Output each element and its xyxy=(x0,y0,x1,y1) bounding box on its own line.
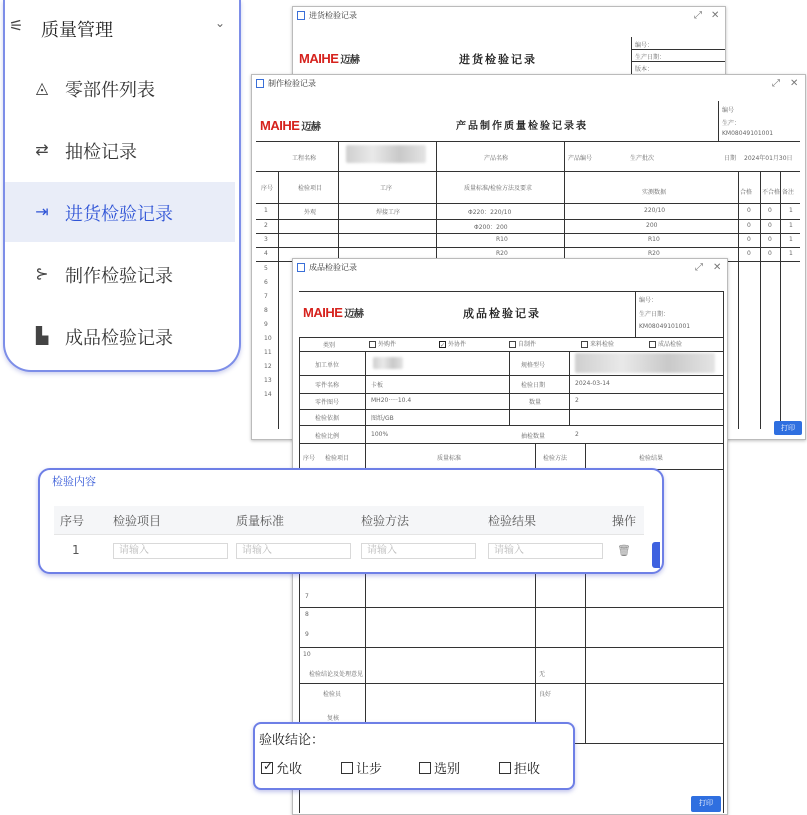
col-no: 序号 xyxy=(261,185,274,192)
table-row xyxy=(54,535,644,566)
row-b: 0 xyxy=(768,250,772,257)
row-standard: R20 xyxy=(496,250,508,257)
print-button[interactable]: 打印 xyxy=(774,421,802,435)
document-title: 进货检验记录 xyxy=(459,53,537,66)
row-standard: R10 xyxy=(496,236,508,243)
row-no: 5 xyxy=(264,265,268,272)
type-option[interactable]: 成品检验 xyxy=(649,339,682,348)
row-a: 0 xyxy=(747,207,751,214)
field-value: 2 xyxy=(575,431,579,438)
col-item: 检验项目 xyxy=(107,506,230,535)
review-label: 复核 xyxy=(327,715,340,722)
meta-number: 编号 xyxy=(722,107,735,114)
acceptance-conclusion-box xyxy=(253,722,575,790)
field-value: 2 xyxy=(575,397,579,404)
row-measured: 220/10 xyxy=(644,207,666,214)
document-icon xyxy=(256,79,264,88)
col-measured: 实测数据 xyxy=(642,189,667,196)
method-input[interactable]: 请输入 xyxy=(361,543,476,559)
checked-box-icon: ✓ xyxy=(263,759,274,773)
menu-group-icon: ⚟ xyxy=(9,16,24,35)
incoming-window-titlebar xyxy=(293,7,725,25)
table-head: 检验项目 xyxy=(325,455,350,462)
option-reject[interactable]: 拒收 xyxy=(499,758,540,777)
document-icon xyxy=(297,11,305,20)
checkbox-icon xyxy=(341,762,353,774)
option-sorting[interactable]: 选别 xyxy=(419,758,460,777)
field-label: 零件图号 xyxy=(315,399,340,406)
sidebar-item-label: 零部件列表 xyxy=(65,80,155,101)
sidebar-item-label: 进货检验记录 xyxy=(65,204,173,225)
row-b: 0 xyxy=(768,236,772,243)
row-no: 10 xyxy=(264,335,272,342)
head-date-value: 2024年01月30日 xyxy=(744,155,793,162)
table-head: 质量标准 xyxy=(437,455,462,462)
row-no: 11 xyxy=(264,349,272,356)
parts-icon: ◬ xyxy=(35,78,49,97)
col-item: 检验项目 xyxy=(298,185,323,192)
document-title: 成品检验记录 xyxy=(463,307,541,320)
row-b: 0 xyxy=(768,222,772,229)
panel-title: 检验内容 xyxy=(52,475,96,488)
row-process: 焊接工序 xyxy=(376,209,401,216)
inspection-content-panel xyxy=(38,468,664,574)
type-option[interactable]: ✓ 外协件 xyxy=(440,341,467,349)
document-icon xyxy=(297,263,305,272)
row-a: 0 xyxy=(747,236,751,243)
meta-date: 生产日期： xyxy=(639,311,670,318)
field-value: 2024-03-14 xyxy=(575,380,610,387)
redacted-project-value xyxy=(346,145,426,163)
sidebar-item-sampling-record[interactable] xyxy=(5,120,235,180)
production-icon: ⊱ xyxy=(35,264,49,283)
row-standard: Φ220：220/10 xyxy=(468,209,512,216)
meta-version: 版本： xyxy=(635,66,654,73)
sidebar-item-parts-list[interactable] xyxy=(5,58,235,118)
standard-input[interactable]: 请输入 xyxy=(236,543,351,559)
row-c: 1 xyxy=(789,207,793,214)
conclusion-label: 检验结论及处理意见 xyxy=(309,671,364,678)
head-product: 产品名称 xyxy=(484,155,509,162)
option-concession[interactable]: 让步 xyxy=(341,758,382,777)
incoming-inspection-window xyxy=(292,6,726,78)
finished-icon: ▙ xyxy=(35,326,49,345)
field-value: 卡板 xyxy=(371,382,384,389)
field-label: 数量 xyxy=(529,399,542,406)
finished-window-title: 成品检验记录 xyxy=(309,263,357,272)
incoming-window-title: 进货检验记录 xyxy=(309,11,357,20)
row-no: 6 xyxy=(264,279,268,286)
table-head: 检验结果 xyxy=(639,455,664,462)
option-accept[interactable]: ✓ 允收 xyxy=(263,759,303,777)
head-project: 工程名称 xyxy=(292,155,317,162)
field-label: 检验比例 xyxy=(315,433,340,440)
row-no: 8 xyxy=(305,611,309,618)
brand-logo: MAIHE 迈赫 xyxy=(260,118,321,133)
row-c: 1 xyxy=(789,222,793,229)
head-date-label: 日期 xyxy=(724,155,737,162)
incoming-icon: ⇥ xyxy=(35,202,49,221)
col-no: 序号 xyxy=(54,506,107,535)
finished-window-titlebar xyxy=(293,259,727,277)
close-icon[interactable]: ✕ xyxy=(713,262,722,273)
meta-producer: 生产： xyxy=(722,120,741,127)
row-no: 3 xyxy=(264,236,268,243)
meta-date: 生产日期： xyxy=(635,54,666,61)
field-label: 检验依据 xyxy=(315,415,340,422)
row-no: 9 xyxy=(264,321,268,328)
production-window-titlebar xyxy=(252,75,805,93)
chevron-down-icon: ⌄ xyxy=(215,16,226,30)
close-icon[interactable]: ✕ xyxy=(790,78,799,89)
type-option[interactable]: 自制件 xyxy=(509,339,536,348)
head-batch: 生产批次 xyxy=(630,155,655,162)
field-value: MH20·····10.4 xyxy=(371,397,412,404)
meta-code: KM08049101001 xyxy=(639,323,691,330)
brand-logo: MAIHE 迈赫 xyxy=(303,305,364,320)
col-standard: 质量标准 xyxy=(230,506,355,535)
document-title: 产品制作质量检验记录表 xyxy=(456,121,588,132)
row-measured: 200 xyxy=(646,222,658,229)
row-no: 13 xyxy=(264,377,272,384)
sidebar-group-title: 质量管理 xyxy=(41,20,113,41)
type-option[interactable]: 来料检验 xyxy=(581,339,614,348)
row-no: 10 xyxy=(303,651,311,658)
quality-management-sidebar xyxy=(3,0,241,372)
row-no: 2 xyxy=(264,222,268,229)
scroll-handle[interactable] xyxy=(652,542,660,568)
row-no: 4 xyxy=(264,250,268,257)
meta-code: KM08049101001 xyxy=(722,130,774,137)
sampling-icon: ⇄ xyxy=(35,140,49,159)
sidebar-item-label: 制作检验记录 xyxy=(65,266,173,287)
col-action: 操作 xyxy=(605,506,644,535)
row-no: 12 xyxy=(264,363,272,370)
field-label: 零件名称 xyxy=(315,382,340,389)
restore-icon[interactable]: ⤢ xyxy=(694,10,702,21)
inspector-label: 检验员 xyxy=(323,691,342,698)
redacted-value xyxy=(575,353,715,373)
field-label: 检验日期 xyxy=(521,382,546,389)
sidebar-item-label: 成品检验记录 xyxy=(65,328,173,349)
row-no: 7 xyxy=(305,593,309,600)
close-icon[interactable]: ✕ xyxy=(711,10,720,21)
row-measured: R20 xyxy=(648,250,660,257)
print-button[interactable]: 打印 xyxy=(691,796,721,812)
row-measured: R10 xyxy=(648,236,660,243)
acceptance-label: 验收结论： xyxy=(259,733,325,748)
row-no: 8 xyxy=(264,307,268,314)
inspector-value: 良好 xyxy=(539,691,552,698)
meta-number: 编号： xyxy=(639,297,658,304)
row-c: 1 xyxy=(789,250,793,257)
sidebar-item-incoming-inspection[interactable] xyxy=(5,182,235,242)
conclusion-value: 无 xyxy=(539,671,546,678)
col-method: 检验方法 xyxy=(355,506,482,535)
row-c: 1 xyxy=(789,236,793,243)
row-standard: Φ200：200 xyxy=(474,224,508,231)
sidebar-item-label: 抽检记录 xyxy=(65,142,137,163)
restore-icon[interactable]: ⤢ xyxy=(695,262,703,273)
redacted-value xyxy=(373,357,403,369)
brand-logo: MAIHE 迈赫 xyxy=(299,51,360,66)
restore-icon[interactable]: ⤢ xyxy=(772,78,780,89)
row-b: 0 xyxy=(768,207,772,214)
col-fail: 不合格 xyxy=(762,189,781,196)
col-standard: 质量标准/检验方法及要求 xyxy=(464,185,533,192)
field-label: 加工单位 xyxy=(315,362,340,369)
inspection-table xyxy=(54,506,644,565)
checkbox-icon xyxy=(499,762,511,774)
sidebar-group-header[interactable] xyxy=(5,8,239,48)
row-no: 14 xyxy=(264,391,272,398)
row-no: 1 xyxy=(72,543,80,557)
col-pass: 合格 xyxy=(740,189,753,196)
table-head: 检验方法 xyxy=(543,455,568,462)
type-option[interactable]: 外购件 xyxy=(369,339,396,348)
result-input[interactable]: 请输入 xyxy=(488,543,603,559)
field-label: 抽检数量 xyxy=(521,433,546,440)
row-no: 9 xyxy=(305,631,309,638)
row-no: 7 xyxy=(264,293,268,300)
trash-icon[interactable]: 🗑 xyxy=(617,544,631,557)
type-label: 类别 xyxy=(323,342,336,349)
meta-number: 编号： xyxy=(635,42,654,49)
row-a: 0 xyxy=(747,222,751,229)
col-result: 检验结果 xyxy=(482,506,605,535)
row-item: 外观 xyxy=(304,209,317,216)
field-label: 规格型号 xyxy=(521,362,546,369)
production-window-title: 制作检验记录 xyxy=(268,79,316,88)
row-a: 0 xyxy=(747,250,751,257)
col-process: 工序 xyxy=(380,185,393,192)
checkbox-icon xyxy=(419,762,431,774)
row-no: 1 xyxy=(264,207,268,214)
item-input[interactable]: 请输入 xyxy=(113,543,228,559)
sidebar-item-finished-inspection[interactable] xyxy=(5,306,235,366)
sidebar-item-production-inspection[interactable] xyxy=(5,244,235,304)
field-value: 图纸/GB xyxy=(371,415,394,422)
head-product-number: 产品编号 xyxy=(568,155,593,162)
table-head: 序号 xyxy=(303,455,316,462)
col-remark: 备注 xyxy=(782,189,795,196)
field-value: 100% xyxy=(371,431,389,438)
